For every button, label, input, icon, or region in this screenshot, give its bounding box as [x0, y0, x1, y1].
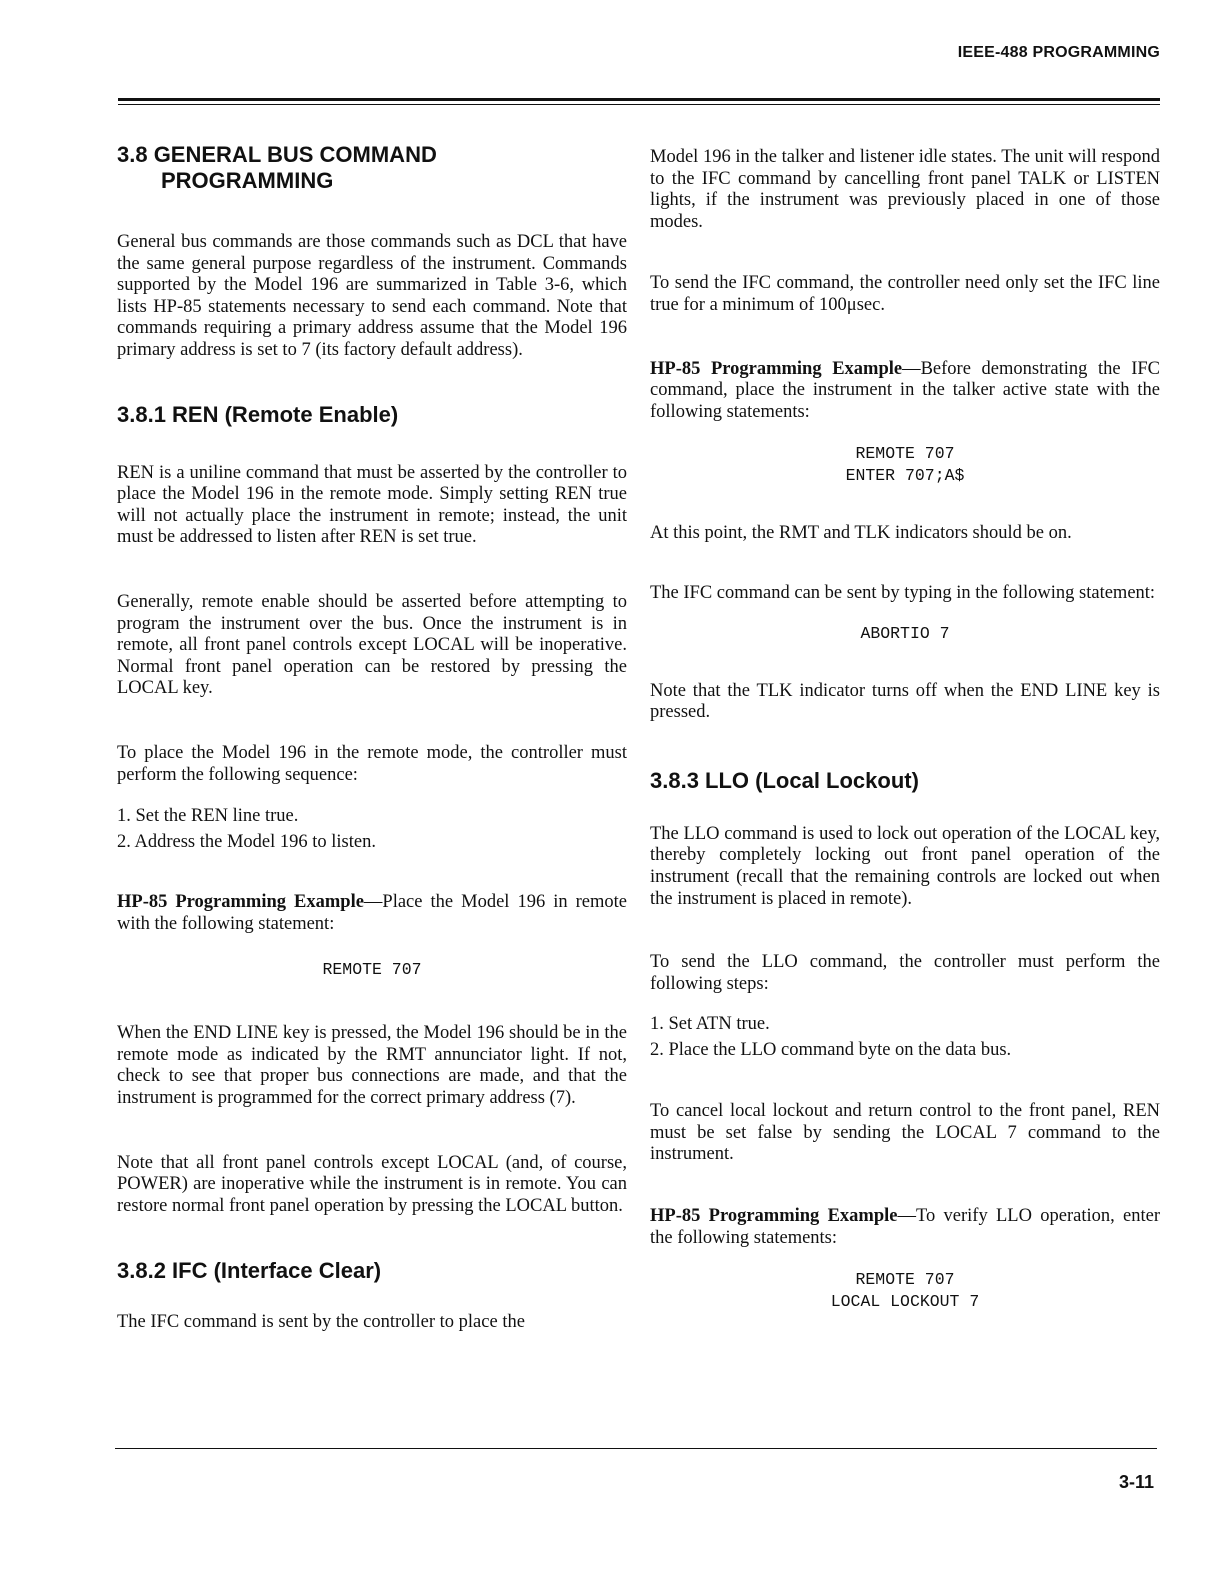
example-text: —Place the Model 196 in remote with the following statement: [117, 892, 627, 934]
llo-code-block [650, 1269, 1160, 1313]
page-header: IEEE-488 PROGRAMMING [957, 44, 1160, 61]
ren-paragraph-1: REN is a uniline command that must be asserted by the controller to place the Model 196 in the remote mode. Simply setting REN true will not actually place the instrument in remote; instead, the unit must be addressed to listen after REN is set true. [117, 462, 627, 548]
code-line: REMOTE 707 [855, 1270, 955, 1290]
code-line: LOCAL LOCKOUT 7 [830, 1292, 980, 1312]
header-rule [118, 98, 1160, 101]
example-lead: HP-85 Programming Example [117, 892, 364, 913]
list-item: 2. Address the Model 196 to listen. [117, 832, 376, 853]
llo-steps-list [650, 1011, 1160, 1063]
ifc-example-paragraph [650, 359, 1160, 424]
ren-example-paragraph [117, 892, 627, 935]
ren-paragraph-4: When the END LINE key is pressed, the Model 196 should be in the remote mode as indicated by the RMT annunciator light. If not, check to see that proper bus connections are made, and that the instrument is programmed for the correct primary address (7). [117, 1023, 627, 1109]
llo-paragraph-1: The LLO command is used to lock out operation of the LOCAL key, thereby completely locking out front panel operation of the instrument (recall that the remaining controls are locked out when the instrument is placed in remote). [650, 823, 1160, 909]
ren-paragraph-5: Note that all front panel controls except LOCAL (and, of course, POWER) are inoperative while the instrument is in remote. You can restore normal front panel operation by pressing the LOCAL button. [117, 1152, 627, 1216]
subsection-heading-llo: 3.8.3 LLO (Local Lockout) [650, 767, 919, 793]
footer-rule [115, 1448, 1157, 1449]
intro-paragraph: General bus commands are those commands such as DCL that have the same general purpose regardless of the instrument. Commands supported by the Model 196 are summarized in Table 3-6, which lists HP-85 statements necessary to send each command. Note that commands requiring a primary address assume that the Model 196 primary address is set to 7 (its factory default address). [117, 232, 627, 360]
ifc-paragraph-2: To send the IFC command, the controller need only set the IFC line true for a minimum of 100μsec. [650, 273, 1160, 315]
code-line: ABORTIO 7 [860, 623, 950, 643]
llo-paragraph-3: To cancel local lockout and return control to the front panel, REN must be set false by sending the LOCAL 7 command to the instrument. [650, 1101, 1160, 1165]
ifc-paragraph-1-continued: Model 196 in the talker and listener idle states. The unit will respond to the IFC command by cancelling front panel TALK or LISTEN lights, if the instrument was previously placed in one of those modes. [650, 147, 1160, 232]
page-number: 3-11 [1118, 1472, 1154, 1492]
list-item: 2. Place the LLO command byte on the data bus. [650, 1040, 1012, 1061]
list-item: 1. Set the REN line true. [117, 806, 299, 827]
ren-paragraph-2: Generally, remote enable should be asserted before attempting to program the instrument over the bus. Once the instrument is in remote, all front panel controls except LOCAL will be inoperative. Normal front panel operation can be restored by pressing the LOCAL key. [117, 591, 627, 699]
ifc-paragraph-1: The IFC command is sent by the controller to place the [117, 1312, 525, 1333]
left-column [117, 142, 627, 1334]
section-heading-line2: PROGRAMMING [161, 168, 334, 193]
code-line: REMOTE 707 [322, 960, 422, 980]
ifc-paragraph-4: The IFC command can be sent by typing in the following statement: [650, 582, 1156, 603]
ren-paragraph-3: To place the Model 196 in the remote mode, the controller must perform the following sequence: [117, 742, 627, 785]
ren-steps-list [117, 803, 627, 855]
header-rule-thin [118, 104, 1160, 105]
example-text: —To verify LLO operation, enter the following statements: [650, 1206, 1160, 1248]
llo-paragraph-2: To send the LLO command, the controller must perform the following steps: [650, 952, 1160, 994]
list-item: 1. Set ATN true. [650, 1014, 770, 1035]
subsection-heading-ren: 3.8.1 REN (Remote Enable) [117, 401, 399, 427]
code-line: REMOTE 707 [855, 444, 955, 464]
section-heading-line1: 3.8 GENERAL BUS COMMAND [117, 142, 437, 167]
example-text: —Before demonstrating the IFC command, place the instrument in the talker active state with the following statements: [650, 358, 1160, 422]
code-line: ENTER 707;A$ [845, 466, 965, 486]
example-lead: HP-85 Programming Example [650, 358, 903, 379]
subsection-heading-ifc: 3.8.2 IFC (Interface Clear) [117, 1258, 382, 1284]
ifc-paragraph-3: At this point, the RMT and TLK indicators should be on. [650, 523, 1072, 544]
ifc-paragraph-5: Note that the TLK indicator turns off when the END LINE key is pressed. [650, 680, 1160, 723]
example-lead: HP-85 Programming Example [650, 1206, 898, 1227]
llo-example-paragraph [650, 1206, 1160, 1249]
right-column [650, 142, 1160, 1313]
ifc-code-block [650, 443, 1160, 487]
section-heading-3-8 [117, 142, 627, 194]
